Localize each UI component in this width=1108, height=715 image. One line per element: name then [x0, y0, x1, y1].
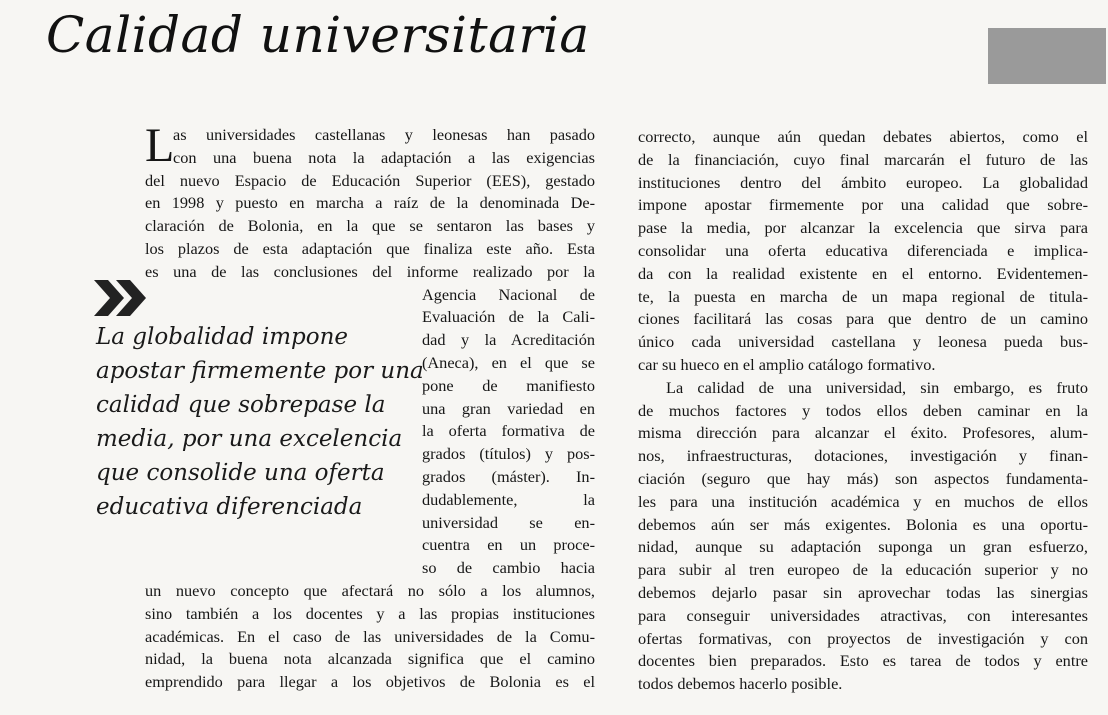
text-line: con una buena nota la adaptación a las exigencias: [173, 147, 595, 167]
text-line: ofertas formativas, con proyectos de investigación y con: [638, 628, 1088, 648]
text-line: sino también a los docentes y a las propias instituciones: [145, 603, 595, 623]
text-line: académicas. En el caso de las universidades de la Comu-: [145, 626, 595, 646]
text-line: claración de Bolonia, en la que se sentaron las bases y: [145, 216, 595, 236]
text-line: instituciones dentro del ámbito europeo. La globalidad: [638, 172, 1088, 192]
text-line: grados (máster). In-: [422, 466, 595, 486]
text-line: consolidar una oferta educativa diferenciada e implica-: [638, 240, 1088, 260]
drop-cap: L: [145, 119, 175, 172]
article-column-2: [638, 126, 1088, 696]
text-line: es una de las conclusiones del informe realizado por la: [145, 261, 595, 281]
text-line: debemos dejarlo pasar sin aprovechar todas las sinergias: [638, 582, 1088, 602]
text-line: les para una institución académica y en muchos de ellos: [638, 491, 1088, 511]
article-title: Calidad universitaria: [46, 6, 590, 64]
text-line: para subir al tren europeo de la educación superior y no: [638, 560, 1088, 580]
text-line: correcto, aunque aún quedan debates abiertos, como el: [638, 127, 1088, 146]
text-line: nidad, aunque su adaptación suponga un gran esfuerzo,: [638, 537, 1088, 557]
text-line: da con la realidad existente en el entorno. Evidentemen-: [638, 263, 1088, 283]
text-line: nidad, la buena nota alcanzada significa que el camino: [145, 649, 595, 669]
text-line: impone apostar firmemente por una calidad que sobre-: [638, 195, 1088, 215]
text-line: ciones facilitará las cosas para que dentro de un camino: [638, 309, 1088, 329]
text-line: La calidad de una universidad, sin embargo, es fruto: [666, 377, 1088, 397]
article-column-1: [145, 119, 595, 694]
text-line: so de cambio hacia: [422, 558, 595, 578]
text-line: único cada universidad castellana y leonesa pueda bus-: [638, 332, 1088, 352]
text-line: (Aneca), en el que se: [422, 352, 595, 372]
text-line: la oferta formativa de: [422, 421, 595, 441]
text-line: car su hueco en el amplio catálogo formativo.: [638, 354, 936, 374]
text-line: universidad se en-: [422, 512, 595, 532]
pull-quote-line: calidad que sobrepase la: [96, 392, 386, 418]
text-line: emprendido para llegar a los objetivos de Bolonia es el: [145, 672, 595, 692]
double-chevron-icon: [92, 278, 152, 318]
text-line: dudablemente, la: [422, 489, 595, 509]
text-line: todos debemos hacerlo posible.: [638, 674, 843, 694]
text-line: as universidades castellanas y leonesas han pasado: [173, 125, 595, 144]
text-line: los plazos de esta adaptación que finaliza este año. Esta: [145, 238, 595, 258]
text-line: ciación (seguro que hay más) son aspectos fundamenta-: [638, 468, 1088, 488]
text-line: Agencia Nacional de: [422, 284, 595, 304]
text-line: pase la media, por alcanzar la excelencia que sirva para: [638, 218, 1088, 238]
pull-quote-line: media, por una excelencia: [96, 426, 403, 452]
text-line: pone de manifiesto: [422, 375, 595, 395]
text-line: cuentra en un proce-: [422, 535, 595, 555]
text-line: para conseguir universidades atractivas, con interesantes: [638, 605, 1088, 625]
text-line: dad y la Acreditación: [422, 330, 595, 350]
text-line: grados (títulos) y pos-: [422, 444, 595, 464]
pull-quote-line: educativa diferenciada: [96, 494, 363, 520]
text-line: en 1998 y puesto en marcha a raíz de la denominada De-: [145, 193, 595, 213]
text-line: Evaluación de la Cali-: [422, 307, 595, 327]
text-line: te, la puesta en marcha de un mapa regional de titula-: [638, 286, 1088, 306]
decorative-gray-block: [988, 28, 1106, 84]
pull-quote-line: que consolide una oferta: [96, 460, 385, 486]
text-line: un nuevo concepto que afectará no sólo a los alumnos,: [145, 580, 595, 600]
text-line: de muchos factores y todos ellos deben caminar en la: [638, 400, 1088, 420]
pull-quote-line: La globalidad impone: [96, 324, 349, 350]
text-line: nos, infraestructuras, dotaciones, investigación y finan-: [638, 446, 1088, 466]
text-line: misma dirección para alcanzar el éxito. Profesores, alum-: [638, 423, 1088, 443]
text-line: del nuevo Espacio de Educación Superior (EES), gestado: [145, 170, 595, 190]
text-line: de la financiación, cuyo final marcarán el futuro de las: [638, 149, 1088, 169]
text-line: docentes bien preparados. Esto es tarea de todos y entre: [638, 651, 1088, 671]
pull-quote-line: apostar firmemente por una: [96, 358, 424, 384]
text-line: una gran variedad en: [422, 398, 595, 418]
text-line: debemos aún ser más exigentes. Bolonia es una oportu-: [638, 514, 1088, 534]
